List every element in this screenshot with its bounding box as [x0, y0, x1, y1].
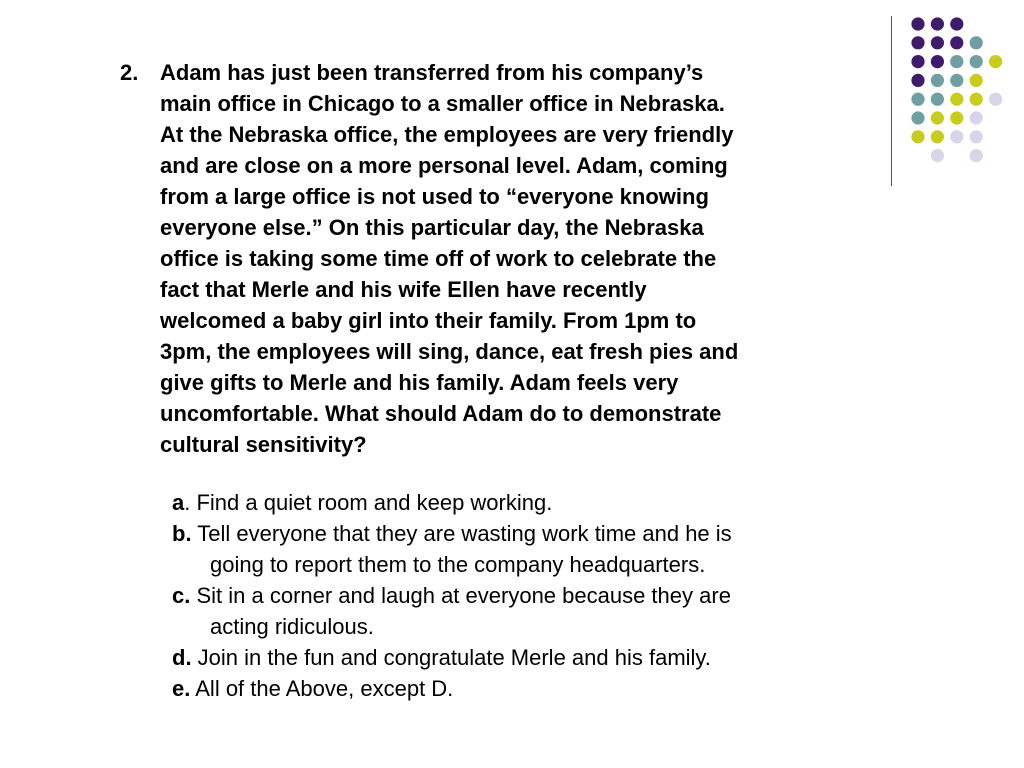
option-text: All of the Above, except D.: [190, 676, 454, 701]
decorative-dot: [950, 93, 963, 106]
decorative-dot: [970, 149, 983, 162]
option-text: Join in the fun and congratulate Merle and his family.: [191, 645, 711, 670]
question-number: 2.: [120, 60, 139, 85]
question-line: 2. Adam has just been transferred from his company’s: [120, 57, 850, 88]
option-c: [172, 580, 852, 611]
option-e: [172, 673, 852, 704]
vertical-divider: [891, 16, 892, 186]
option-letter: c.: [172, 583, 191, 608]
decorative-dot: [970, 93, 983, 106]
decorative-dot: [931, 130, 944, 143]
question-line: welcomed a baby girl into their family. From 1pm to: [160, 308, 697, 333]
decorative-dot: [931, 17, 944, 30]
option-d: [172, 642, 852, 673]
option-a: [172, 487, 852, 518]
decorative-dot: [970, 74, 983, 87]
decorative-dot: [950, 55, 963, 68]
option-text: Tell everyone that they are wasting work time and he is: [191, 521, 732, 546]
decorative-dot: [989, 93, 1002, 106]
question-line: and are close on a more personal level. Adam, coming: [160, 153, 728, 178]
option-letter: e.: [172, 676, 191, 701]
option-letter: b.: [172, 521, 192, 546]
question-line: from a large office is not used to “everyone knowing: [160, 184, 709, 209]
decorative-dot: [950, 74, 963, 87]
decorative-dot: [970, 111, 983, 124]
decorative-dot: [911, 36, 924, 49]
decorative-dot: [970, 130, 983, 143]
decorative-dot: [931, 149, 944, 162]
question-line: give gifts to Merle and his family. Adam feels very: [160, 370, 679, 395]
option-b-continuation: going to report them to the company headquarters.: [210, 552, 706, 577]
option-b: [172, 518, 852, 549]
decorative-dot: [911, 111, 924, 124]
option-letter: d.: [172, 645, 192, 670]
decorative-dot: [950, 17, 963, 30]
option-text: Sit in a corner and laugh at everyone because they are: [190, 583, 731, 608]
decorative-dot: [931, 55, 944, 68]
decorative-dot: [931, 36, 944, 49]
question-line: main office in Chicago to a smaller office in Nebraska.: [160, 91, 725, 116]
decorative-dot: [911, 130, 924, 143]
decorative-dot: [911, 93, 924, 106]
question-block: [120, 57, 850, 460]
option-text: . Find a quiet room and keep working.: [184, 490, 553, 515]
decorative-dot: [950, 130, 963, 143]
decorative-dot: [931, 93, 944, 106]
question-line: 3pm, the employees will sing, dance, eat fresh pies and: [160, 339, 739, 364]
option-letter: a: [172, 490, 185, 515]
answer-options: [172, 487, 852, 704]
decorative-dot: [950, 36, 963, 49]
decorative-dot: [989, 55, 1002, 68]
decorative-dot: [931, 111, 944, 124]
decorative-dot: [911, 55, 924, 68]
decorative-dot: [911, 74, 924, 87]
question-line: everyone else.” On this particular day, the Nebraska: [160, 215, 704, 240]
decorative-dot: [950, 111, 963, 124]
question-line: cultural sensitivity?: [160, 432, 367, 457]
decorative-dot: [911, 17, 924, 30]
question-line: At the Nebraska office, the employees are very friendly: [160, 122, 734, 147]
decorative-dot: [970, 55, 983, 68]
question-line: fact that Merle and his wife Ellen have recently: [160, 277, 647, 302]
decorative-dot: [970, 36, 983, 49]
option-c-continuation: acting ridiculous.: [210, 614, 374, 639]
question-line: uncomfortable. What should Adam do to demonstrate: [160, 401, 722, 426]
decorative-dot: [931, 74, 944, 87]
question-line: office is taking some time off of work to celebrate the: [160, 246, 717, 271]
